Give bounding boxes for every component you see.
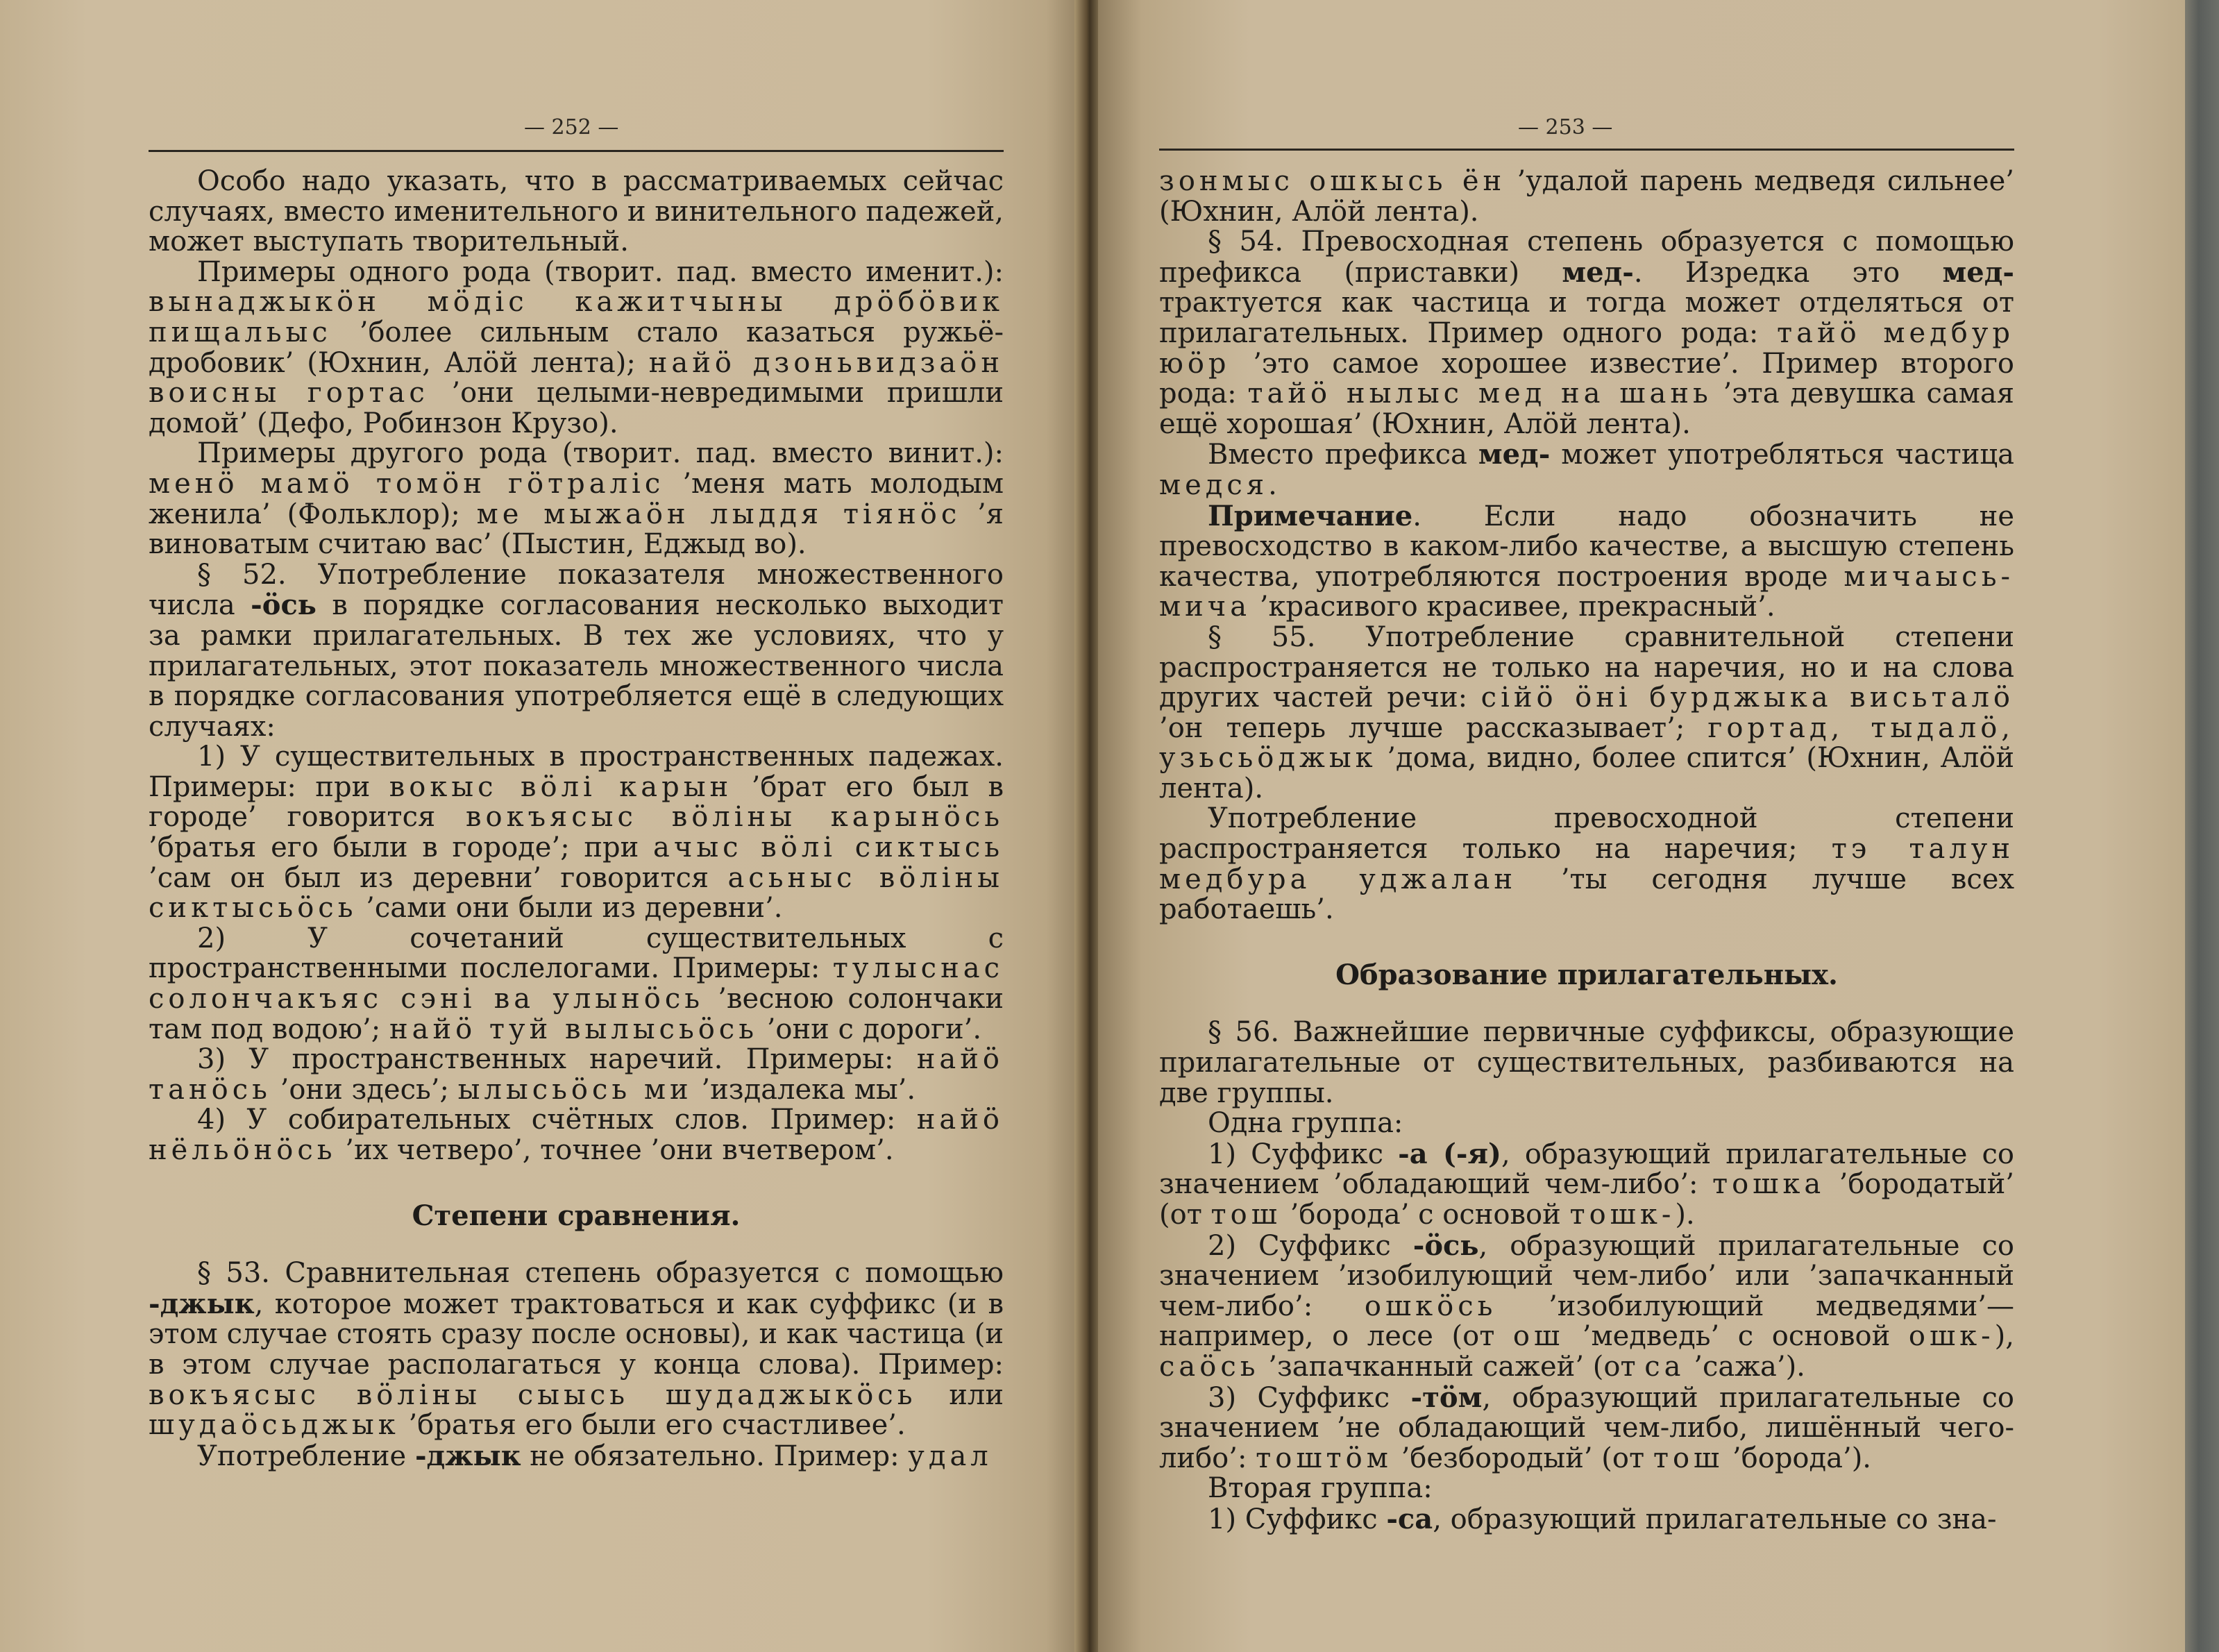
example-word: гортад, тыдалӧ, узьсьӧджык [1159, 711, 2014, 775]
paragraph [149, 255, 1004, 439]
example-word: вокыс вӧлі карын [389, 770, 733, 803]
text-run: Вторая группа: [1208, 1472, 1433, 1505]
emphasized-term: -ӧсь [1412, 1229, 1479, 1262]
paragraph [1159, 804, 2014, 925]
text-run: ’красивого красивее, прекрасный’. [1251, 591, 1775, 623]
text-run: § 54. Превосходная степень образуется с помощью префикса (приставки) [1159, 226, 2014, 289]
example-word: тулыснас солончакъяс сэні ва улынӧсь [149, 952, 1004, 1015]
header-rule [149, 150, 1004, 152]
left-page-text [149, 167, 1004, 1472]
text-run: § 56. Важнейшие первичные суффиксы, образующие прилагательные от существительных, разбиваются на две группы. [1159, 1016, 2014, 1109]
paragraph [149, 1105, 1004, 1165]
text-run: ’медведь’ с основой [1564, 1320, 1909, 1353]
paragraph [1159, 1474, 2014, 1504]
paragraph [1159, 1504, 2014, 1535]
emphasized-term: мед- [1562, 255, 1634, 289]
example-word: тошка [1712, 1168, 1825, 1201]
example-word: тош [1653, 1442, 1724, 1474]
paragraph [149, 1441, 1004, 1472]
text-run: . Изредка это [1633, 256, 1943, 289]
example-word: сійӧ öні бурджыка висьталӧ [1480, 682, 2015, 714]
text-run: ’издалека мы’. [692, 1073, 916, 1106]
text-run: ’их четверо’, точнее ’они вчетвером’. [336, 1134, 894, 1166]
page-number: — 252 — [524, 115, 619, 140]
text-run: Вместо префикса [1208, 439, 1478, 471]
paragraph [1159, 1231, 2014, 1383]
text-run: ’братья его были его счастливее’. [399, 1409, 906, 1442]
text-run: трактуется как частица и тогда может отделяться от прилагательных. Пример одного рода: [1159, 287, 2014, 349]
text-run: ’он теперь лучше рассказывает’; [1159, 711, 1708, 744]
example-word: тайӧ медбур юӧр [1159, 317, 2014, 380]
emphasized-term: -са [1386, 1502, 1433, 1535]
text-run: ’сами они были из деревни’. [357, 892, 783, 925]
example-word: тошк- [1569, 1199, 1676, 1231]
text-run: ’это самое хорошее известие’. Пример второго рода: [1159, 347, 2014, 410]
text-run: . [1268, 469, 1277, 501]
text-run: , образующий прилагательные со значением ’не обладающий чем-либо, лишённый чего-либо’: [1159, 1381, 2014, 1474]
text-run: ’изобилующий медведями’—например, о лесе (от [1159, 1290, 2014, 1353]
text-run: ’весною солончаки там под водою’; [149, 983, 1004, 1045]
text-run: 1) У существительных в пространственных падежах. Примеры: при [149, 741, 1004, 803]
right-page-text [1159, 167, 2014, 1535]
paragraph [149, 439, 1004, 559]
example-word: ошк- [1908, 1320, 1995, 1353]
example-word: ош [1512, 1320, 1564, 1353]
text-run: ’они целыми-невредимыми пришли домой’ (Дефо, Робинзон Крузо). [149, 377, 1004, 439]
paragraph [1159, 227, 2014, 439]
paragraph [149, 1258, 1004, 1441]
example-word: найӧ туй вылысьӧсь [389, 1013, 758, 1045]
left-page [0, 0, 1090, 1652]
text-run: Одна группа: [1208, 1107, 1403, 1140]
paragraph [1159, 623, 2014, 804]
example-word: тоштӧм [1256, 1442, 1392, 1474]
text-run: ’сажа’). [1685, 1350, 1805, 1383]
text-run: Употребление превосходной степени распространяется только на наречия; [1159, 802, 2014, 866]
example-word: ме мыжаӧн лыддя тіянӧс [476, 498, 961, 530]
text-run: 1) Суффикс [1208, 1138, 1399, 1170]
text-run: 1) Суффикс [1208, 1503, 1387, 1535]
text-run: § 52. Употребление показателя множественного числа [149, 558, 1004, 622]
text-run: 3) Суффикс [1208, 1381, 1411, 1414]
text-run: 2) Суффикс [1208, 1229, 1413, 1262]
example-word: саӧсь [1159, 1350, 1260, 1383]
paragraph [1159, 501, 2014, 623]
example-word: ылысьӧсь ми [457, 1073, 693, 1106]
text-run: ’запачканный сажей’ (от [1259, 1350, 1645, 1383]
text-run: или [916, 1379, 1004, 1411]
emphasized-term: Примечание [1208, 499, 1413, 532]
paragraph [149, 1045, 1004, 1105]
text-run: ’они с дороги’. [757, 1013, 982, 1045]
emphasized-term: мед- [1942, 255, 2014, 289]
page-number: — 253 — [1518, 115, 1613, 140]
text-run: , образующий прилагательные со значением ’обладающий чем-либо’: [1159, 1138, 2014, 1201]
example-word: зонмыс ошкысь ён [1159, 165, 1506, 197]
example-word: мичаысь-мича [1159, 560, 2014, 623]
text-run: Примеры другого рода (творит. пад. вместо винит.): [197, 437, 1004, 470]
emphasized-term: -джык [414, 1439, 521, 1472]
paragraph [1159, 439, 2014, 500]
text-run: ’они здесь’; [271, 1073, 458, 1106]
text-run: 4) У собирательных счётных слов. Пример: [197, 1104, 917, 1136]
text-run: . Если надо обозначить не превосходство в каком-либо качестве, а высшую степень качества, употребляются построения вроде [1159, 500, 2014, 593]
section-heading: Образование прилагательных. [1335, 958, 1838, 991]
text-run: , образующий прилагательные со зна- [1433, 1503, 1997, 1535]
text-run: ’дома, видно, более спится’ (Юхнин, Алӧй лента). [1159, 742, 2014, 804]
paragraph [1159, 1018, 2014, 1109]
example-word: удал [908, 1440, 993, 1472]
text-run: Особо надо указать, что в рассматриваемых сейчас случаях, вместо именительного и винительного падежей, может выступать творительный. [149, 165, 1004, 258]
text-run: не обязательно. Пример: [521, 1440, 909, 1472]
text-run: ’борода’). [1723, 1442, 1872, 1474]
paragraph [149, 167, 1004, 258]
text-run: ’удалой парень медведя сильнее’ (Юхнин, Алӧй лента). [1159, 165, 2014, 228]
example-word: тэ талун медбура уджалан [1159, 833, 2015, 895]
text-run: § 53. Сравнительная степень образуется с помощью [197, 1257, 1004, 1290]
text-run: 3) У пространственных наречий. Примеры: [197, 1043, 917, 1076]
text-run: ’сам он был из деревни’ говорится [149, 861, 728, 894]
example-word: тайӧ нылыс мед на шань [1247, 378, 1712, 410]
text-run: ). [1675, 1199, 1695, 1231]
text-run: ’меня мать молодым женила’ (Фольклор); [149, 467, 1004, 530]
example-word: найӧ танӧсь [149, 1043, 1004, 1106]
text-run: ’эта девушка самая ещё хорошая’ (Юхнин, Алӧй лента). [1159, 378, 2015, 440]
text-run: Примеры одного рода (творит. пад. вместо именит.): [197, 255, 1004, 288]
example-word: вынаджыкӧн мӧдіс кажитчыны дрӧбӧвик пищальыс [149, 286, 1004, 348]
emphasized-term: -а (-я) [1398, 1137, 1501, 1170]
text-run: 2) У сочетаний существительных с пространственными послелогами. Примеры: [149, 922, 1004, 985]
text-run: может употребляться частица [1550, 439, 2014, 471]
paragraph [149, 560, 1004, 743]
paragraph [1159, 1139, 2014, 1231]
example-word: ачыс вӧлі сиктысь [653, 832, 1004, 864]
text-run: ’борода’ с основой [1281, 1199, 1570, 1231]
emphasized-term: мед- [1478, 438, 1551, 471]
example-word: менӧ мамӧ томӧн гӧтраліс [149, 467, 665, 500]
paragraph [1159, 1109, 2014, 1139]
paragraph [149, 924, 1004, 1045]
example-word: шудаӧсьджык [149, 1409, 400, 1442]
text-run: ’я виноватым считаю вас’ (Пыстин, Еджыд во). [149, 498, 1004, 561]
example-word: ошкӧсь [1364, 1290, 1497, 1322]
example-word: тош [1210, 1199, 1281, 1231]
example-word: асьныс вӧліны сиктысьӧсь [149, 861, 1004, 925]
text-run: ’брат его был в городе’ говорится [149, 770, 1004, 834]
text-run: ’ты сегодня лучше всех работаешь’. [1159, 863, 2014, 926]
header-rule [1159, 149, 2014, 151]
example-word: медся [1159, 469, 1269, 501]
text-run: ’бородатый’ (от [1159, 1168, 2014, 1231]
emphasized-term: -джык [149, 1287, 255, 1320]
book-cover-edge [2185, 0, 2219, 1652]
example-word: найӧ нёльӧнӧсь [149, 1104, 1004, 1166]
example-word: вокъясыс вӧліны карынӧсь [465, 801, 1004, 834]
text-run: в порядке согласования несколько выходит за рамки прилагательных. В тех же условиях, что у прилагательных, этот показатель множественного числа в порядке согласования употребляется ещё в следующих случаях: [149, 589, 1004, 743]
text-run: Употребление [197, 1440, 415, 1472]
example-word: вокъясыс вӧліны сыысь шудаджыкӧсь [149, 1379, 917, 1411]
paragraph [149, 742, 1004, 924]
example-word: са [1644, 1350, 1685, 1383]
text-run: ’безбородый’ (от [1392, 1442, 1653, 1474]
right-page [1098, 0, 2185, 1652]
text-run: § 55. Употребление сравнительной степени распространяется не только на наречия, но и на слова других частей речи: [1159, 621, 2014, 714]
emphasized-term: -тӧм [1410, 1381, 1483, 1414]
text-run: , которое может трактоваться и как суффикс (и в этом случае стоять сразу после основы), и как частица (и в этом случае располагаться у конца слова). Пример: [149, 1288, 1004, 1381]
text-run: ), [1994, 1320, 2014, 1353]
emphasized-term: -ӧсь [251, 589, 317, 622]
paragraph [1159, 167, 2014, 227]
example-word: найӧ дзоньвидзаӧн воисны гортас [149, 346, 1004, 410]
text-run: , образующий прилагательные со значением ’изобилующий чем-либо’ или ’запачканный чем-либо’: [1159, 1229, 2014, 1322]
text-run: ’братья его были в городе’; при [149, 832, 654, 864]
text-run: ’более сильным стало казаться ружьё-дробовик’ (Юхнин, Алӧй лента); [149, 316, 1004, 379]
section-heading: Степени сравнения. [412, 1199, 741, 1232]
paragraph [1159, 1383, 2014, 1474]
